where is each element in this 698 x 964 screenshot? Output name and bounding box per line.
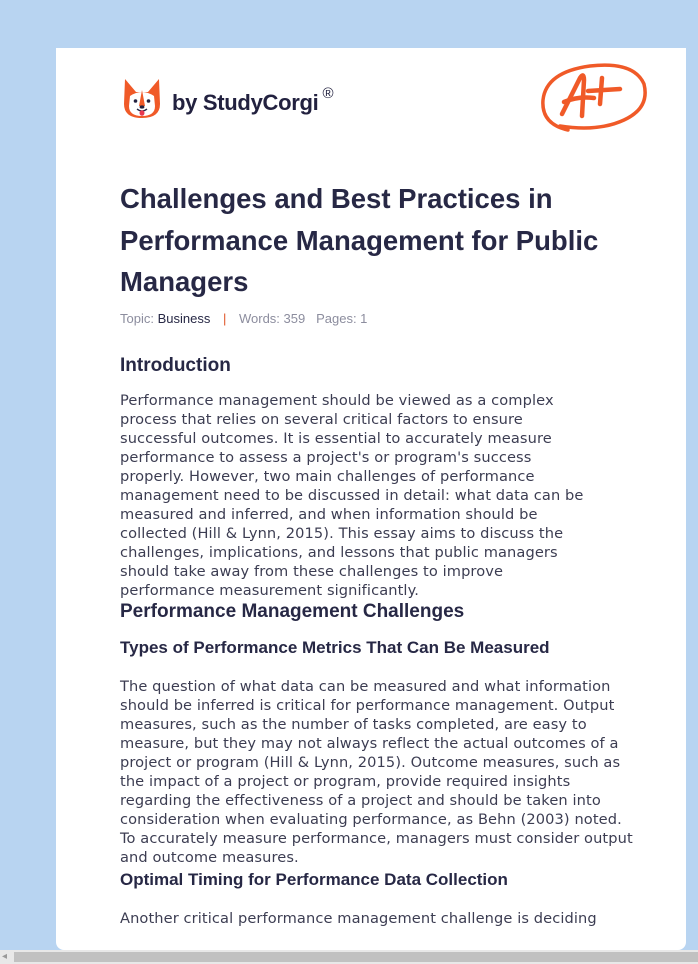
a-plus-badge: [538, 58, 648, 144]
document-card: [56, 48, 686, 950]
article-meta: [120, 311, 367, 326]
brand-name: [172, 85, 334, 116]
a-plus-grade-icon: [538, 58, 648, 140]
brand-text: by StudyCorgi: [172, 90, 319, 115]
studycorgi-logo[interactable]: [122, 76, 333, 120]
section-heading-challenges: Performance Management Challenges: [120, 601, 465, 622]
page-count: Pages: 1: [316, 311, 368, 326]
topic-label: Topic:: [120, 311, 154, 326]
subheading-metrics: Types of Performance Metrics That Can Be Measured: [120, 638, 550, 657]
article-title: Challenges and Best Practices in Performance Management for Public Managers: [120, 183, 599, 297]
scroll-left-arrow-icon[interactable]: ◂: [2, 951, 8, 962]
timing-paragraph: Another critical performance management challenge is deciding: [120, 910, 597, 927]
topic-link[interactable]: Business: [157, 311, 211, 326]
metrics-paragraph: The question of what data can be measured and what information should be inferred is critical for performance management. Output measures, such as the number of tasks completed, are easy to measure, but they may not always reflect the actual outcomes of a project or program (Hill & Lynn, 2015). Outcome measures, such as the impact of a project or program, provide required insights regarding the effectiveness of a project and should be taken into consideration when evaluating performance, as Behn (2003) noted. To accurately measure performance, managers must consider output and outcome measures.: [120, 678, 633, 866]
corgi-logo-icon: [122, 76, 162, 120]
meta-separator: |: [222, 311, 227, 326]
section-heading-introduction: Introduction: [120, 355, 231, 376]
article-body: [120, 354, 640, 928]
horizontal-scrollbar[interactable]: [0, 950, 698, 964]
intro-paragraph: Performance management should be viewed as a complex process that relies on several critical factors to ensure successful outcomes. It is essential to accurately measure performance to assess a project's or program's success properly. However, two main challenges of performance management need to be discussed in detail: what data can be measured and inferred, and when information should be collected (Hill & Lynn, 2015). This essay aims to discuss the challenges, implications, and lessons that public managers should take away from these challenges to improve performance measurement significantly.: [120, 392, 584, 599]
subheading-timing: Optimal Timing for Performance Data Collection: [120, 870, 508, 889]
registered-mark: ®: [322, 85, 334, 102]
word-count: Words: 359: [238, 311, 306, 326]
scrollbar-thumb[interactable]: [14, 952, 698, 962]
